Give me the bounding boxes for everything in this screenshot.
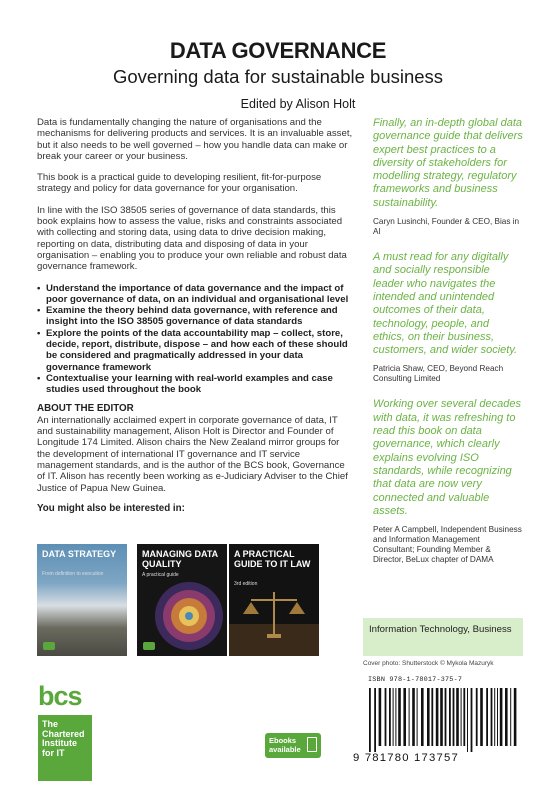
barcode-bar (385, 688, 387, 746)
description-column (37, 117, 355, 514)
key-point: • Explore the points of the data accountability map – collect, store, decide, report, distribute, dispose – and how each of these should be considered and pragmatically addressed in your data governance framework (37, 328, 355, 373)
bcs-wordmark: bcs (38, 684, 92, 711)
key-point: • Contextualise your learning with real-world examples and case studies used throughout the book (37, 373, 355, 396)
barcode-bar (449, 688, 451, 746)
barcode-bar (456, 688, 459, 746)
barcode-bar (409, 688, 410, 746)
header (0, 38, 556, 111)
barcode-bar (461, 688, 462, 746)
ebook-icon (307, 737, 317, 752)
related-book-title: DATA STRATEGY (42, 549, 117, 559)
barcode-bar (412, 688, 415, 746)
barcode-bar (494, 688, 495, 746)
barcode-bar (389, 688, 391, 746)
endorsement-quote: Working over several decades with data, it was refreshing to read this book on data governance, which clearly explains evolving ISO standards, while recognizing that data are now very connected and valuable assets. (373, 398, 521, 517)
book-title: DATA GOVERNANCE (169, 38, 387, 63)
bcs-mini-logo (143, 642, 155, 650)
endorsement-attribution: Peter A Campbell, Independent Business and Information Management Consultant; Founding Member & Director, BeLux chapter of DAMA (373, 525, 522, 565)
barcode-bar (369, 688, 371, 752)
barcode-bar (471, 688, 473, 752)
barcode-bar (379, 688, 382, 746)
endorsement-quote: Finally, an in-depth global data governance guide that delivers expert best practices to a diversity of stakeholders for modelling strategy, regulatory frameworks and business sustainability. (373, 117, 523, 209)
barcode (363, 688, 521, 752)
barcode-bar (393, 688, 394, 746)
related-book-subtitle: A practical guide (142, 572, 179, 578)
isbn-label: ISBN 978-1-78017-375-7 (368, 676, 463, 684)
barcode-bar (403, 688, 406, 746)
barcode-bar (436, 688, 439, 746)
description-paragraph: This book is a practical guide to developing resilient, fit-for-purpose strategy and policy for data governance for your organisation. (37, 172, 322, 195)
related-book-data-strategy[interactable] (37, 544, 127, 656)
related-book-title: A PRACTICAL GUIDE TO IT LAW (234, 549, 311, 569)
key-point: • Examine the theory behind data governance, with reference and insight into the ISO 38505 governance of data standards (37, 305, 355, 328)
barcode-bar (514, 688, 517, 746)
barcode-bar (463, 688, 465, 746)
about-editor-text: An internationally acclaimed expert in corporate governance of data, IT and sustainability management, Alison Holt is Director and Founder of Longitude 174 Limited. Alison chairs the New Zealand mirror groups for the development of international IT governance and IT service management standards, and is the author of the BCS book, Governance of IT. Alison has recently been working as e-Judiciary Adviser to the Chief Justice of Papua New Guinea. (37, 414, 348, 494)
ebooks-label: Ebooks available (269, 736, 301, 754)
barcode-bar (431, 688, 433, 746)
description-paragraph: In line with the ISO 38505 series of governance of data standards, this book explains how to assess the value, risks and constraints associated with collecting and storing data, using data to drive decision making, reporting on data, distributing data and disposing of data in your organisation – enabling you to produce your own reliable and robust data governance framework. (37, 204, 347, 273)
barcode-bar (445, 688, 447, 746)
category-box: Information Technology, Business (363, 618, 523, 656)
related-book-it-law[interactable] (229, 544, 319, 656)
barcode-bar (395, 688, 396, 746)
key-points-list (37, 283, 355, 396)
barcode-bar (453, 688, 455, 746)
barcode-bar (440, 688, 443, 746)
barcode-bar (500, 688, 503, 746)
related-book-subtitle: 3rd edition (234, 581, 258, 587)
book-subtitle: Governing data for sustainable business (112, 66, 444, 87)
barcode-bar (417, 688, 418, 746)
endorsement-quote: A must read for any digitally and socially responsible leader who navigates the intended and unintended outcomes of their data, technology, people, and ethics, on their business, customers, and wider society. (373, 251, 518, 357)
barcode-bar (421, 688, 424, 746)
bcs-mini-logo (43, 642, 55, 650)
barcode-bar (467, 688, 468, 752)
barcode-bar (510, 688, 511, 746)
related-book-managing-data-quality[interactable] (137, 544, 227, 656)
bcs-tagline: The Chartered Institute for IT (38, 715, 92, 781)
barcode-bar (427, 688, 430, 746)
about-editor-heading: ABOUT THE EDITOR (37, 402, 134, 414)
bcs-logo (38, 681, 92, 781)
barcode-bar (505, 688, 508, 746)
endorsement-attribution: Patricia Shaw, CEO, Beyond Reach Consulting Limited (373, 364, 504, 384)
endorsements-column (373, 117, 523, 565)
related-book-subtitle: From definition to execution (42, 571, 104, 577)
cover-credit: Cover photo: Shutterstock © Mykola Mazuryk (363, 660, 494, 667)
related-book-title: MANAGING DATA QUALITY (142, 549, 218, 569)
barcode-number: 9 781780 173757 (353, 752, 459, 764)
book-editor: Edited by Alison Holt (240, 97, 356, 111)
barcode-bar (398, 688, 401, 746)
related-books-heading: You might also be interested in: (37, 502, 185, 514)
barcode-bar (374, 688, 376, 752)
barcode-bar (497, 688, 498, 746)
barcode-bar (480, 688, 483, 746)
barcode-bar (476, 688, 478, 746)
ebooks-badge (265, 733, 321, 758)
key-point: • Understand the importance of data governance and the impact of poor governance of data, on an individual and organisational level (37, 283, 355, 306)
description-paragraph: Data is fundamentally changing the nature of organisations and the mechanisms for delivering products and services. It is an invaluable asset, but it also needs to be well governed – how you handle data can make or break your career or your business. (37, 117, 353, 162)
endorsement-attribution: Caryn Lusinchi, Founder & CEO, Bias in AI (373, 217, 520, 237)
barcode-bar (486, 688, 488, 746)
barcode-bar (491, 688, 493, 746)
